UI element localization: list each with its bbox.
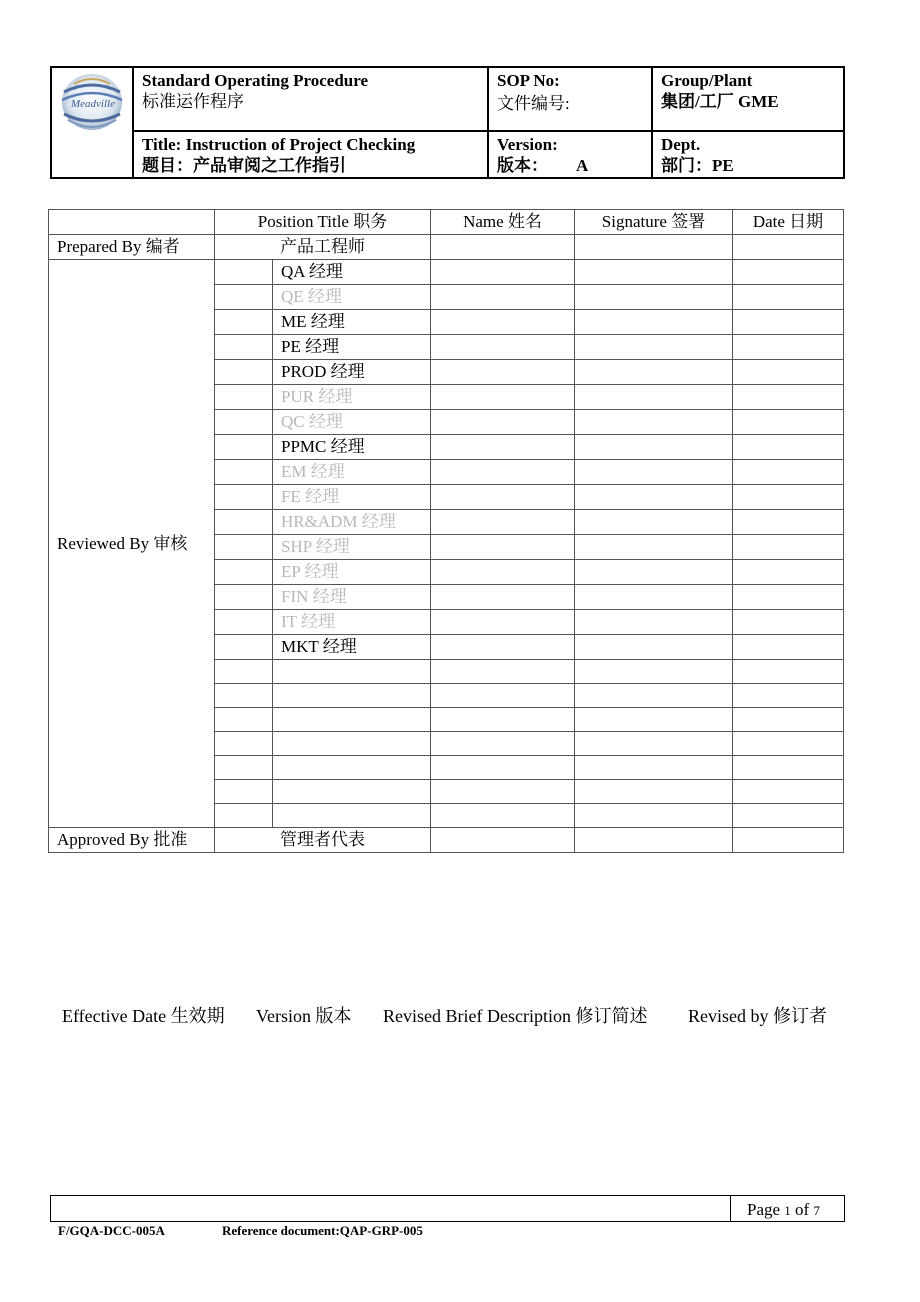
reviewer-signature-cell[interactable] xyxy=(575,635,733,660)
reviewer-position-title xyxy=(273,780,431,804)
reviewer-name-cell[interactable] xyxy=(431,780,575,804)
reviewer-position-title: QA 经理 xyxy=(273,260,431,285)
reviewer-signature-cell[interactable] xyxy=(575,804,733,828)
column-header-signature: Signature 签署 xyxy=(575,210,733,235)
reviewer-name-cell[interactable] xyxy=(431,485,575,510)
reviewer-index-cell xyxy=(215,560,273,585)
reviewer-date-cell[interactable] xyxy=(733,510,844,535)
document-header xyxy=(50,66,845,179)
header-empty-cell xyxy=(49,210,215,235)
revision-version-heading: Version 版本 xyxy=(256,1006,352,1026)
reviewer-signature-cell[interactable] xyxy=(575,560,733,585)
reviewer-position-title xyxy=(273,756,431,780)
reviewer-position-title xyxy=(273,804,431,828)
reviewer-position-title: QC 经理 xyxy=(273,410,431,435)
reviewer-position-title: ME 经理 xyxy=(273,310,431,335)
reviewer-index-cell xyxy=(215,585,273,610)
version-cn-label: 版本： xyxy=(497,156,548,175)
reviewer-signature-cell[interactable] xyxy=(575,410,733,435)
reviewer-date-cell[interactable] xyxy=(733,460,844,485)
reviewer-index-cell xyxy=(215,804,273,828)
document-title-cell xyxy=(134,132,487,176)
reviewer-name-cell[interactable] xyxy=(431,260,575,285)
reviewer-position-title xyxy=(273,732,431,756)
reviewer-name-cell[interactable] xyxy=(431,385,575,410)
reviewer-position-title: HR&ADM 经理 xyxy=(273,510,431,535)
reviewer-date-cell[interactable] xyxy=(733,780,844,804)
reviewer-index-cell xyxy=(215,335,273,360)
reviewers-group xyxy=(49,260,844,828)
reviewer-name-cell[interactable] xyxy=(431,585,575,610)
reviewer-name-cell[interactable] xyxy=(431,535,575,560)
reviewer-name-cell[interactable] xyxy=(431,684,575,708)
sop-number-cn: 文件编号: xyxy=(497,94,570,113)
reviewer-name-cell[interactable] xyxy=(431,435,575,460)
reviewer-date-cell[interactable] xyxy=(733,635,844,660)
department-value: 部门：PE xyxy=(661,156,734,175)
reviewer-name-cell[interactable] xyxy=(431,360,575,385)
approved-by-label: Approved By 批准 xyxy=(49,828,215,853)
reviewer-position-title: QE 经理 xyxy=(273,285,431,310)
reviewer-signature-cell[interactable] xyxy=(575,708,733,732)
column-header-name: Name 姓名 xyxy=(431,210,575,235)
reviewer-index-cell xyxy=(215,610,273,635)
reviewer-index-cell xyxy=(215,360,273,385)
sop-title-cn: 标准运作程序 xyxy=(142,92,244,111)
reviewer-date-cell[interactable] xyxy=(733,684,844,708)
reviewer-signature-cell[interactable] xyxy=(575,510,733,535)
group-plant-label: Group/Plant xyxy=(661,71,753,90)
reviewer-name-cell[interactable] xyxy=(431,310,575,335)
reviewer-signature-cell[interactable] xyxy=(575,360,733,385)
reviewer-position-title: PE 经理 xyxy=(273,335,431,360)
reviewer-position-title: PUR 经理 xyxy=(273,385,431,410)
reviewer-name-cell[interactable] xyxy=(431,510,575,535)
column-header-position: Position Title 职务 xyxy=(215,210,431,235)
reviewer-index-cell xyxy=(215,485,273,510)
reviewer-index-cell xyxy=(215,385,273,410)
reviewer-date-cell[interactable] xyxy=(733,560,844,585)
company-logo-cell xyxy=(52,68,134,177)
reviewer-index-cell xyxy=(215,684,273,708)
reviewer-signature-cell[interactable] xyxy=(575,260,733,285)
prepared-by-title: 产品工程师 xyxy=(215,235,431,260)
reviewer-position-title xyxy=(273,660,431,684)
prepared-by-label: Prepared By 编者 xyxy=(49,235,215,260)
reviewer-date-cell[interactable] xyxy=(733,732,844,756)
reviewer-index-cell xyxy=(215,535,273,560)
reviewer-signature-cell[interactable] xyxy=(575,285,733,310)
form-code: F/GQA-DCC-005A xyxy=(58,1223,165,1238)
revision-effective-date-heading: Effective Date 生效期 xyxy=(62,1006,225,1026)
reference-document: Reference document:QAP-GRP-005 xyxy=(222,1223,423,1238)
reviewer-name-cell[interactable] xyxy=(431,660,575,684)
reviewer-date-cell[interactable] xyxy=(733,260,844,285)
reviewer-date-cell[interactable] xyxy=(733,360,844,385)
approved-by-title: 管理者代表 xyxy=(215,828,431,853)
reviewer-date-cell[interactable] xyxy=(733,585,844,610)
reviewer-date-cell[interactable] xyxy=(733,756,844,780)
reviewer-signature-cell[interactable] xyxy=(575,385,733,410)
reviewer-position-title: FIN 经理 xyxy=(273,585,431,610)
reviewer-name-cell[interactable] xyxy=(431,335,575,360)
reviewer-date-cell[interactable] xyxy=(733,285,844,310)
reviewer-signature-cell[interactable] xyxy=(575,535,733,560)
column-header-date: Date 日期 xyxy=(733,210,844,235)
sop-title-cell xyxy=(134,68,487,112)
reviewer-index-cell xyxy=(215,435,273,460)
reviewer-position-title xyxy=(273,684,431,708)
reviewer-name-cell[interactable] xyxy=(431,732,575,756)
reviewer-signature-cell[interactable] xyxy=(575,610,733,635)
reviewer-name-cell[interactable] xyxy=(431,804,575,828)
reviewer-index-cell xyxy=(215,285,273,310)
reviewer-index-cell xyxy=(215,260,273,285)
reviewer-signature-cell[interactable] xyxy=(575,660,733,684)
approved-by-row xyxy=(49,828,844,853)
reviewer-signature-cell[interactable] xyxy=(575,780,733,804)
sop-number-label: SOP No: xyxy=(497,71,560,90)
prepared-by-name[interactable] xyxy=(431,235,575,260)
reviewer-name-cell[interactable] xyxy=(431,560,575,585)
reviewer-date-cell[interactable] xyxy=(733,335,844,360)
reviewer-signature-cell[interactable] xyxy=(575,585,733,610)
document-title-cn: 题目：产品审阅之工作指引 xyxy=(142,156,346,175)
reviewer-name-cell[interactable] xyxy=(431,285,575,310)
company-logo xyxy=(54,70,132,140)
reviewer-position-title: EM 经理 xyxy=(273,460,431,485)
reviewer-signature-cell[interactable] xyxy=(575,335,733,360)
reviewer-position-title: PPMC 经理 xyxy=(273,435,431,460)
version-cell xyxy=(489,132,651,176)
reviewer-date-cell[interactable] xyxy=(733,535,844,560)
reviewer-position-title xyxy=(273,708,431,732)
reviewer-index-cell xyxy=(215,510,273,535)
reviewer-index-cell xyxy=(215,460,273,485)
document-title-en: Title: Instruction of Project Checking xyxy=(142,135,416,154)
reviewer-signature-cell[interactable] xyxy=(575,485,733,510)
reviewer-position-title: PROD 经理 xyxy=(273,360,431,385)
page-of: of xyxy=(795,1200,810,1219)
sop-title-en: Standard Operating Procedure xyxy=(142,71,369,90)
reviewer-index-cell xyxy=(215,732,273,756)
reviewer-index-cell xyxy=(215,310,273,335)
prepared-by-row xyxy=(49,235,844,260)
version-value: A xyxy=(576,156,589,175)
approval-table xyxy=(48,209,844,853)
reviewer-date-cell[interactable] xyxy=(733,435,844,460)
reviewer-position-title: SHP 经理 xyxy=(273,535,431,560)
version-label: Version: xyxy=(497,135,558,154)
revision-revised-by-heading: Revised by 修订者 xyxy=(688,1006,827,1026)
department-cell xyxy=(653,132,843,176)
reviewer-name-cell[interactable] xyxy=(431,635,575,660)
group-plant-value: 集团/工厂 GME xyxy=(661,92,779,111)
approved-by-signature[interactable] xyxy=(575,828,733,853)
department-label: Dept. xyxy=(661,135,701,154)
reviewer-signature-cell[interactable] xyxy=(575,684,733,708)
reviewer-name-cell[interactable] xyxy=(431,460,575,485)
approved-by-date[interactable] xyxy=(733,828,844,853)
reviewer-name-cell[interactable] xyxy=(431,610,575,635)
prepared-by-signature[interactable] xyxy=(575,235,733,260)
reviewer-position-title: IT 经理 xyxy=(273,610,431,635)
approved-by-name[interactable] xyxy=(431,828,575,853)
reviewer-signature-cell[interactable] xyxy=(575,732,733,756)
reviewer-position-title: MKT 经理 xyxy=(273,635,431,660)
reviewer-position-title: FE 经理 xyxy=(273,485,431,510)
reviewed-by-label: Reviewed By 审核 xyxy=(49,260,215,828)
reviewer-date-cell[interactable] xyxy=(733,410,844,435)
reviewer-signature-cell[interactable] xyxy=(575,460,733,485)
reviewer-date-cell[interactable] xyxy=(733,660,844,684)
reviewer-date-cell[interactable] xyxy=(733,804,844,828)
page-total: 7 xyxy=(813,1203,820,1218)
reviewer-row xyxy=(49,260,844,285)
page-current: 1 xyxy=(784,1203,791,1218)
reviewer-signature-cell[interactable] xyxy=(575,435,733,460)
logo-wordmark: Meadville xyxy=(71,98,115,110)
page-footer-box xyxy=(50,1195,845,1222)
page-prefix: Page xyxy=(747,1200,781,1219)
sop-number-cell xyxy=(489,68,651,114)
reviewer-date-cell[interactable] xyxy=(733,385,844,410)
reviewer-name-cell[interactable] xyxy=(431,410,575,435)
reviewer-name-cell[interactable] xyxy=(431,756,575,780)
reviewer-index-cell xyxy=(215,708,273,732)
approval-table-header-row xyxy=(49,210,844,235)
reviewer-date-cell[interactable] xyxy=(733,310,844,335)
revision-description-heading: Revised Brief Description 修订简述 xyxy=(383,1006,648,1026)
reviewer-date-cell[interactable] xyxy=(733,708,844,732)
group-plant-cell xyxy=(653,68,843,112)
reviewer-index-cell xyxy=(215,635,273,660)
reviewer-name-cell[interactable] xyxy=(431,708,575,732)
reviewer-position-title: EP 经理 xyxy=(273,560,431,585)
reviewer-index-cell xyxy=(215,410,273,435)
reviewer-index-cell xyxy=(215,660,273,684)
prepared-by-date[interactable] xyxy=(733,235,844,260)
reviewer-index-cell xyxy=(215,780,273,804)
reviewer-date-cell[interactable] xyxy=(733,485,844,510)
reviewer-index-cell xyxy=(215,756,273,780)
reviewer-date-cell[interactable] xyxy=(733,610,844,635)
reviewer-signature-cell[interactable] xyxy=(575,310,733,335)
reviewer-signature-cell[interactable] xyxy=(575,756,733,780)
page-number xyxy=(730,1196,844,1221)
